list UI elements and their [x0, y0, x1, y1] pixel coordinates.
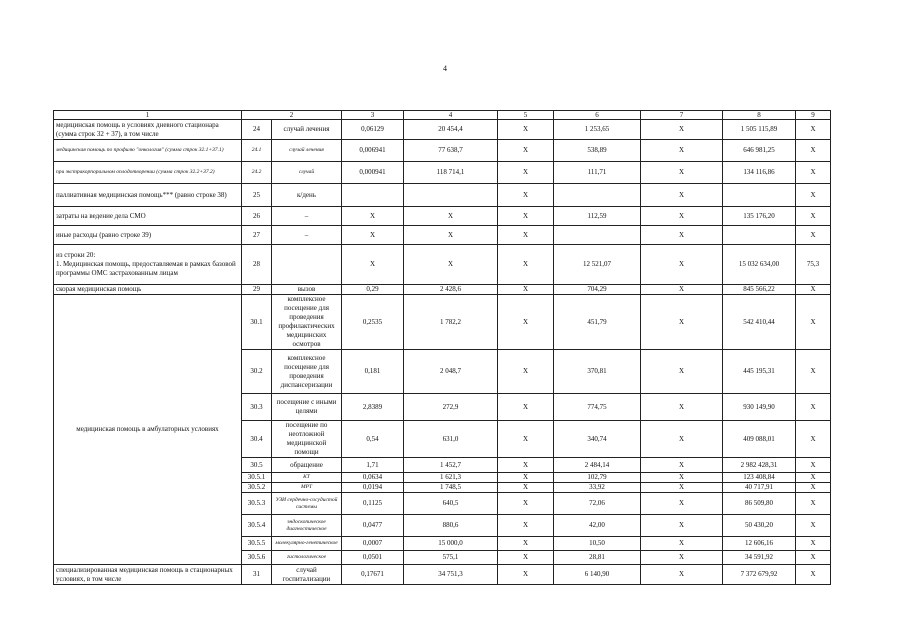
cell: X	[404, 226, 498, 245]
cell: X	[641, 140, 723, 162]
cell: 0,29	[342, 285, 404, 295]
cell: X	[796, 394, 831, 421]
row-number: 30.5.6	[242, 551, 272, 565]
cell: 123 408,84	[723, 473, 796, 483]
cell: 20 454,4	[404, 120, 498, 140]
cell: 2 048,7	[404, 350, 498, 394]
cell: 0,181	[342, 350, 404, 394]
header-cell-9: 9	[796, 111, 831, 120]
cell: 646 981,25	[723, 140, 796, 162]
cell: 75,3	[796, 245, 831, 285]
row-unit: –	[272, 207, 342, 226]
header-cell-4: 4	[404, 111, 498, 120]
row-unit: вызов	[272, 285, 342, 295]
row-unit: МРТ	[272, 483, 342, 493]
cell: 704,29	[554, 285, 641, 295]
cell: 118 714,1	[404, 162, 498, 184]
row-name: медицинская помощь по профилю "онкология" (сумма строк 32.1+37.1)	[54, 140, 242, 162]
row-unit: обращение	[272, 458, 342, 473]
row-number: 24	[242, 120, 272, 140]
cell: 111,71	[554, 162, 641, 184]
cell: 0,000941	[342, 162, 404, 184]
cell: X	[498, 120, 554, 140]
cell: X	[404, 245, 498, 285]
cell: X	[498, 245, 554, 285]
cell: X	[641, 120, 723, 140]
cell	[723, 184, 796, 207]
cell: 34 591,92	[723, 551, 796, 565]
cell: X	[498, 551, 554, 565]
cell: 1 253,65	[554, 120, 641, 140]
cell: 409 088,01	[723, 421, 796, 458]
cell: 538,89	[554, 140, 641, 162]
cell: 774,75	[554, 394, 641, 421]
row-number: 28	[242, 245, 272, 285]
group-label: медицинская помощь в амбулаторных условиях	[54, 295, 242, 565]
cell: X	[342, 226, 404, 245]
row-unit: комплексное посещение для проведения профилактических медицинских осмотров	[272, 295, 342, 350]
cell: 631,0	[404, 421, 498, 458]
cell: 0,2535	[342, 295, 404, 350]
row-name: затраты на ведение дела СМО	[54, 207, 242, 226]
cell: 340,74	[554, 421, 641, 458]
header-cell-7: 7	[641, 111, 723, 120]
cell: 86 509,80	[723, 493, 796, 515]
table-row	[54, 120, 831, 140]
cell: 2 428,6	[404, 285, 498, 295]
cell: X	[796, 350, 831, 394]
cell: X	[498, 515, 554, 537]
cell: 12 521,07	[554, 245, 641, 285]
row-number: 30.5.2	[242, 483, 272, 493]
cell: 0,06129	[342, 120, 404, 140]
row-unit: молекулярно-генетическое	[272, 537, 342, 551]
cell	[554, 226, 641, 245]
cell: X	[641, 515, 723, 537]
row-number: 30.5	[242, 458, 272, 473]
cell: X	[796, 140, 831, 162]
cell: X	[641, 207, 723, 226]
cell: X	[641, 184, 723, 207]
cell: X	[796, 184, 831, 207]
row-number: 24.1	[242, 140, 272, 162]
row-number: 30.5.4	[242, 515, 272, 537]
cell: X	[404, 207, 498, 226]
cell: X	[796, 473, 831, 483]
table-row	[54, 140, 831, 162]
row-number: 24.2	[242, 162, 272, 184]
cell: 0,0007	[342, 537, 404, 551]
cell: 575,1	[404, 551, 498, 565]
cell: X	[641, 483, 723, 493]
cell: X	[796, 207, 831, 226]
cell: 880,6	[404, 515, 498, 537]
cell: 2 982 428,31	[723, 458, 796, 473]
cell: 40 717,91	[723, 483, 796, 493]
row-unit: случай госпитализации	[272, 565, 342, 585]
table-row	[54, 565, 831, 585]
row-name: паллиативная медицинская помощь*** (равно строке 38)	[54, 184, 242, 207]
cell: X	[796, 493, 831, 515]
cell: 1 452,7	[404, 458, 498, 473]
cell: X	[641, 394, 723, 421]
cell: X	[498, 184, 554, 207]
cell: X	[641, 458, 723, 473]
row-number: 26	[242, 207, 272, 226]
row-number: 31	[242, 565, 272, 585]
header-cell-8: 8	[723, 111, 796, 120]
cell: 7 372 679,92	[723, 565, 796, 585]
header-cell-5: 5	[498, 111, 554, 120]
cell: 0,0194	[342, 483, 404, 493]
cell: 0,1125	[342, 493, 404, 515]
cell: 33,92	[554, 483, 641, 493]
cell: X	[641, 473, 723, 483]
row-number: 30.1	[242, 295, 272, 350]
cell: 77 638,7	[404, 140, 498, 162]
cell: X	[796, 226, 831, 245]
header-cell-2: 2	[242, 111, 342, 120]
cell: X	[796, 120, 831, 140]
row-unit: КТ	[272, 473, 342, 483]
cell: 15 000,0	[404, 537, 498, 551]
cell: X	[498, 537, 554, 551]
row-name: иные расходы (равно строке 39)	[54, 226, 242, 245]
cell: 134 116,86	[723, 162, 796, 184]
row-unit: к/день	[272, 184, 342, 207]
cell: X	[498, 350, 554, 394]
cell: X	[796, 162, 831, 184]
cell: X	[641, 537, 723, 551]
cell: X	[641, 285, 723, 295]
cell: 1 621,3	[404, 473, 498, 483]
page-number: 4	[443, 64, 447, 73]
row-unit: посещение с иными целями	[272, 394, 342, 421]
cell: X	[498, 162, 554, 184]
row-number: 30.4	[242, 421, 272, 458]
cell: X	[498, 458, 554, 473]
cell: X	[498, 295, 554, 350]
cell: X	[498, 565, 554, 585]
cell: 10,50	[554, 537, 641, 551]
cell: X	[641, 245, 723, 285]
row-number: 30.2	[242, 350, 272, 394]
row-unit	[272, 245, 342, 285]
table-row	[54, 184, 831, 207]
cell: X	[342, 245, 404, 285]
row-name: медицинская помощь в условиях дневного стационара (сумма строк 32 + 37), в том числе	[54, 120, 242, 140]
cell: X	[641, 226, 723, 245]
cell: X	[641, 350, 723, 394]
cell: 0,0477	[342, 515, 404, 537]
row-number: 30.5.5	[242, 537, 272, 551]
cell: 445 195,31	[723, 350, 796, 394]
cell: 930 149,90	[723, 394, 796, 421]
cell: 272,9	[404, 394, 498, 421]
row-number: 30.5.1	[242, 473, 272, 483]
table-row	[54, 162, 831, 184]
row-number: 27	[242, 226, 272, 245]
cell: X	[641, 565, 723, 585]
header-cell-3: 3	[342, 111, 404, 120]
cell: X	[796, 421, 831, 458]
table-row	[54, 295, 831, 350]
cell: X	[498, 285, 554, 295]
cell: X	[342, 207, 404, 226]
table-row	[54, 207, 831, 226]
cell: 72,06	[554, 493, 641, 515]
cell: X	[498, 140, 554, 162]
row-unit: эндоскопическое диагностическое	[272, 515, 342, 537]
header-cell-1: 1	[54, 111, 242, 120]
cell: 1 748,5	[404, 483, 498, 493]
cell: X	[796, 285, 831, 295]
row-number: 29	[242, 285, 272, 295]
financing-table	[53, 110, 831, 585]
cell: 0,54	[342, 421, 404, 458]
cell: 1,71	[342, 458, 404, 473]
cell: 34 751,3	[404, 565, 498, 585]
row-name: из строки 20: 1. Медицинская помощь, предоставляемая в рамках базовой программы ОМС застрахованным лицам	[54, 245, 242, 285]
cell: X	[796, 458, 831, 473]
cell: X	[796, 295, 831, 350]
row-unit: гистологическое	[272, 551, 342, 565]
cell: 12 606,16	[723, 537, 796, 551]
row-unit: УЗИ сердечно-сосудистой системы	[272, 493, 342, 515]
cell	[723, 226, 796, 245]
row-unit: случай	[272, 162, 342, 184]
cell: 542 410,44	[723, 295, 796, 350]
cell: 28,81	[554, 551, 641, 565]
header-cell-6: 6	[554, 111, 641, 120]
cell: X	[796, 483, 831, 493]
cell: X	[498, 421, 554, 458]
cell: X	[641, 551, 723, 565]
row-unit: посещение по неотложной медицинской помощи	[272, 421, 342, 458]
cell: X	[498, 207, 554, 226]
cell: 451,79	[554, 295, 641, 350]
row-unit: комплексное посещение для проведения диспансеризации	[272, 350, 342, 394]
cell: 0,006941	[342, 140, 404, 162]
cell: 42,00	[554, 515, 641, 537]
cell	[342, 184, 404, 207]
cell: 370,81	[554, 350, 641, 394]
row-name: скорая медицинская помощь	[54, 285, 242, 295]
cell: 15 032 634,00	[723, 245, 796, 285]
cell: X	[641, 421, 723, 458]
cell: X	[641, 162, 723, 184]
cell: 0,0634	[342, 473, 404, 483]
cell: 0,17671	[342, 565, 404, 585]
cell: X	[498, 394, 554, 421]
header-row	[54, 111, 831, 120]
cell: 1 505 115,89	[723, 120, 796, 140]
cell: 0,0501	[342, 551, 404, 565]
cell: 135 176,20	[723, 207, 796, 226]
cell: 1 782,2	[404, 295, 498, 350]
cell: 640,5	[404, 493, 498, 515]
cell: X	[796, 515, 831, 537]
cell: 50 430,20	[723, 515, 796, 537]
cell: 2 484,14	[554, 458, 641, 473]
cell: X	[796, 537, 831, 551]
cell: X	[796, 565, 831, 585]
cell: X	[498, 493, 554, 515]
cell: 2,8389	[342, 394, 404, 421]
cell: 6 140,90	[554, 565, 641, 585]
table-row	[54, 285, 831, 295]
table-row	[54, 245, 831, 285]
table-row	[54, 226, 831, 245]
row-name: при экстракорпоральном оплодотворении (сумма строк 32.2+37.2)	[54, 162, 242, 184]
cell: X	[796, 551, 831, 565]
cell: 845 566,22	[723, 285, 796, 295]
row-number: 30.3	[242, 394, 272, 421]
row-unit: –	[272, 226, 342, 245]
cell: 112,59	[554, 207, 641, 226]
cell: X	[498, 483, 554, 493]
cell: 102,79	[554, 473, 641, 483]
cell: X	[641, 295, 723, 350]
row-unit: случай лечения	[272, 120, 342, 140]
cell: X	[641, 493, 723, 515]
row-number: 30.5.3	[242, 493, 272, 515]
row-name: специализированная медицинская помощь в стационарных условиях, в том числе	[54, 565, 242, 585]
row-number: 25	[242, 184, 272, 207]
cell	[404, 184, 498, 207]
cell: X	[498, 226, 554, 245]
row-unit: случай лечения	[272, 140, 342, 162]
cell: X	[498, 473, 554, 483]
cell	[554, 184, 641, 207]
